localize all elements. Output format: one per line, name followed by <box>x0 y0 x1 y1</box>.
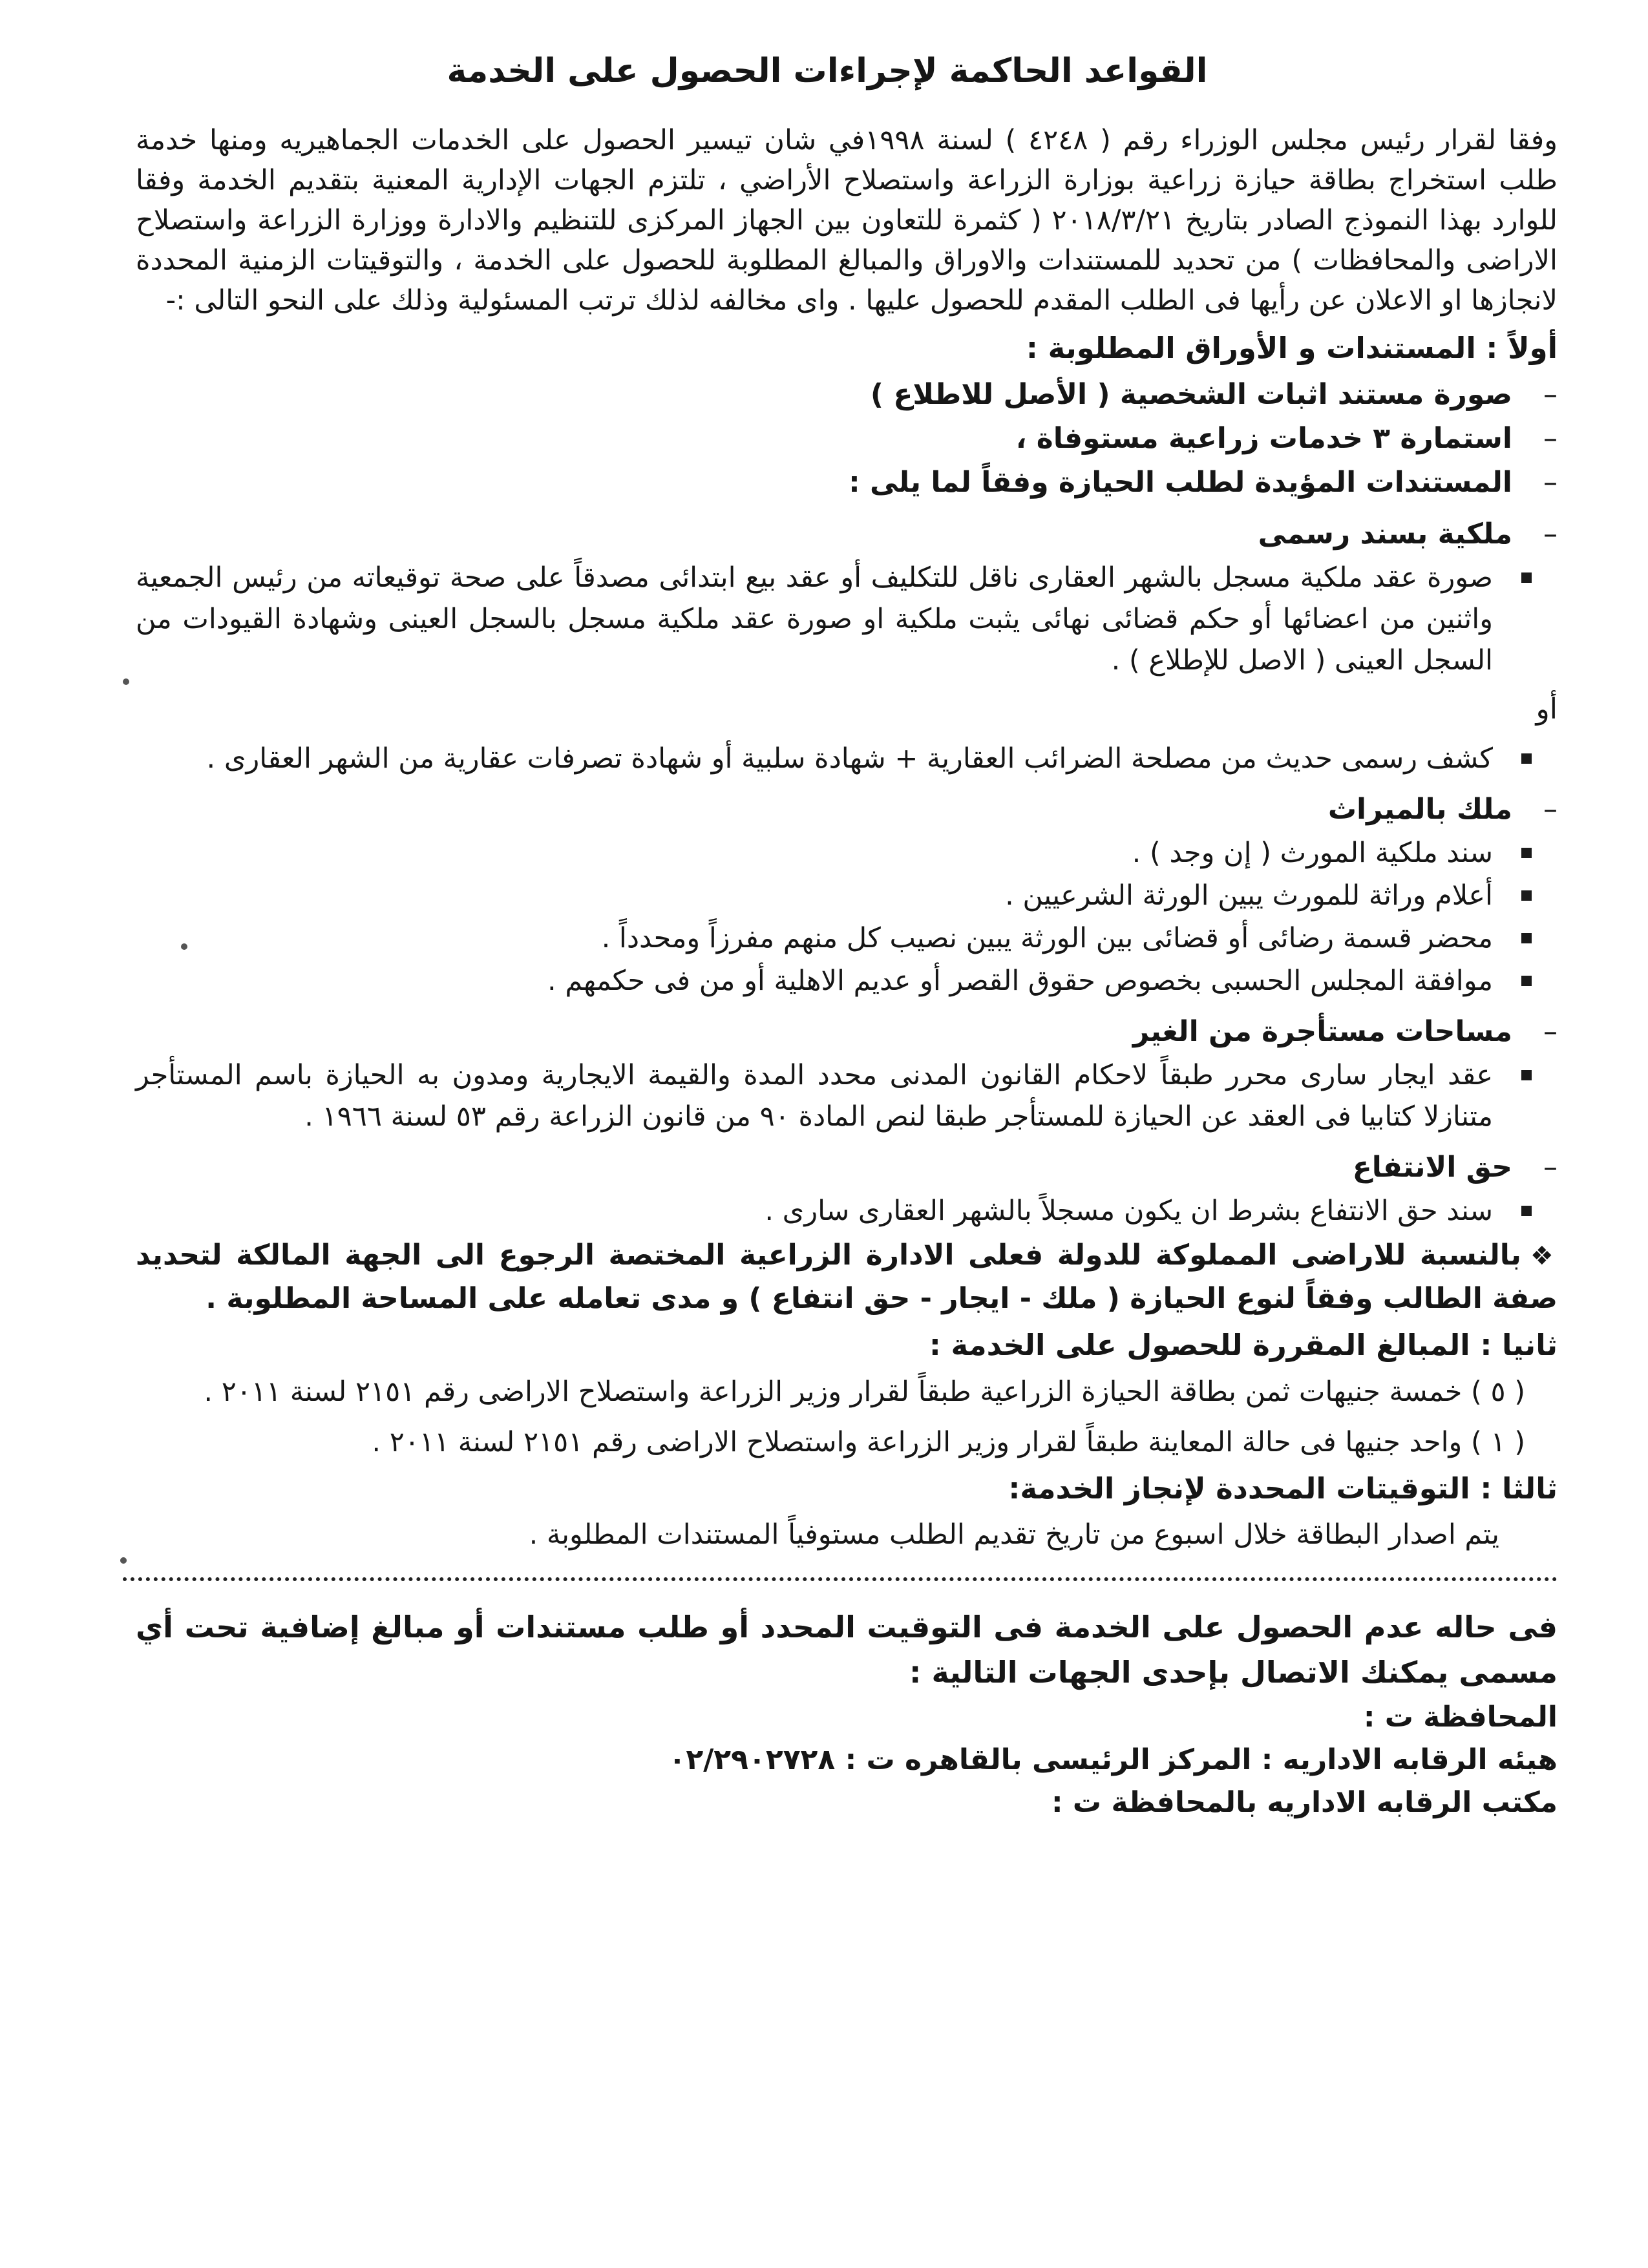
dash-marker: – <box>1543 422 1558 455</box>
square-bullet-icon <box>1521 1206 1532 1216</box>
lease-heading: – مساحات مستأجرة من الغير <box>136 1011 1558 1053</box>
dash-marker: – <box>1543 378 1558 411</box>
intro-paragraph: وفقا لقرار رئيس مجلس الوزراء رقم ( ٤٢٤٨ ) لسنة ١٩٩٨في شان تيسير الحصول على الخدمات الجماهيريه ومنها خدمة طلب استخراج بطاقة حيازة زراعية بوزارة الزراعة واستصلاح الأراضي ، تلتزم الجهات الإدارية المعنية بتقديم الخدمة وفقا للوارد بهذا النموذج الصادر بتاريخ ٢٠١٨/٣/٢١ ( كثمرة للتعاون بين الجهاز المركزى للتنظيم والادارة ووزارة الزراعة واستصلاح الاراضى والمحافظات ) من تحديد للمستندات والاوراق والمبالغ المطلوبة للحصول على الخدمة ، والتوقيتات الزمنية المحددة لانجازها او الاعلان عن رأيها فى الطلب المقدم للحصول عليها . واى مخالفه لذلك ترتب المسئولية وذلك على النحو التالى :- <box>136 124 1558 317</box>
required-doc-line: – صورة مستند اثبات الشخصية ( الأصل للاطلاع ) <box>136 373 1558 416</box>
square-bullet-icon <box>1521 976 1532 986</box>
acc-office-contact: مكتب الرقابه الاداريه بالمحافظة ت : <box>1051 1786 1558 1819</box>
square-bullet-icon <box>1521 890 1532 901</box>
timing-text: يتم اصدار البطاقة خلال اسبوع من تاريخ تقديم الطلب مستوفياً المستندات المطلوبة . <box>529 1518 1499 1551</box>
section-documents-heading: أولاً : المستندات و الأوراق المطلوبة : <box>1026 331 1558 365</box>
required-doc-line: – استمارة ٣ خدمات زراعية مستوفاة ، <box>136 417 1558 460</box>
diamond-star-icon: ❖ <box>1530 1241 1558 1271</box>
fee-inspection-line: ( ١ ) واحد جنيها فى حالة المعاينة طبقاً لقرار وزير الزراعة واستصلاح الاراضى رقم ٢١٥١ لسنة ٢٠١١ . <box>372 1426 1525 1458</box>
governorate-contact: المحافظة ت : <box>1363 1701 1558 1734</box>
document-title: القواعد الحاكمة لإجراءات الحصول على الخدمة <box>447 52 1208 90</box>
or-separator: أو <box>1536 693 1558 726</box>
section-fees-heading: ثانيا : المبالغ المقررة للحصول على الخدمة : <box>929 1328 1558 1362</box>
scan-noise <box>181 943 187 950</box>
section-timing-heading: ثالثا : التوقيتات المحددة لإنجاز الخدمة: <box>1008 1471 1558 1506</box>
inheritance-bullet: أعلام وراثة للمورث يبين الورثة الشرعيين . <box>136 875 1558 916</box>
square-bullet-icon <box>1521 753 1532 764</box>
state-land-note: ❖بالنسبة للاراضى المملوكة للدولة فعلى الادارة الزراعية المختصة الرجوع الى الجهة المالكة لتحديد صفة الطالب وفقاً لنوع الحيازة ( ملك - ايجار - حق انتفاع ) و مدى تعامله على المساحة المطلوبة . <box>136 1239 1558 1315</box>
dotted-divider <box>123 1577 1558 1581</box>
cadastral-bullet: كشف رسمى حديث من مصلحة الضرائب العقارية + شهادة سلبية أو شهادة تصرفات عقارية من الشهر العقارى . <box>136 738 1558 779</box>
ownership-bullet: صورة عقد ملكية مسجل بالشهر العقارى ناقل للتكليف أو عقد بيع ابتدائى مصدقاً على صحة توقيعاته من رئيس الجمعية واثنين من اعضائها أو حكم قضائى نهائى يثبت ملكية او صورة عقد ملكية مسجل بالسجل العينى وشهادة القيودات من السجل العينى ( الاصل للإطلاع ) . <box>136 557 1558 681</box>
usufruct-bullet: سند حق الانتفاع بشرط ان يكون مسجلاً بالشهر العقارى سارى . <box>136 1190 1558 1232</box>
required-doc-line: – المستندات المؤيدة لطلب الحيازة وفقاً لما يلى : <box>136 461 1558 504</box>
scan-noise <box>120 1557 127 1564</box>
square-bullet-icon <box>1521 848 1532 858</box>
dash-marker: – <box>1543 1015 1558 1048</box>
inheritance-bullet: موافقة المجلس الحسبى بخصوص حقوق القصر أو عديم الاهلية أو من فى حكمهم . <box>136 960 1558 1002</box>
lease-bullet: عقد ايجار سارى محرر طبقاً لاحكام القانون المدنى محدد المدة والقيمة الايجارية ومدون به الحيازة باسم المستأجر متنازلا كتابيا فى العقد عن الحيازة للمستأجر طبقا لنص المادة ٩٠ من قانون الزراعة رقم ٥٣ لسنة ١٩٦٦ . <box>136 1055 1558 1137</box>
ownership-heading: – ملكية بسند رسمى <box>136 513 1558 556</box>
dash-marker: – <box>1543 518 1558 551</box>
dash-marker: – <box>1543 1151 1558 1184</box>
scan-noise <box>123 678 129 685</box>
usufruct-heading: – حق الانتفاع <box>136 1146 1558 1189</box>
inheritance-heading: – ملك بالميراث <box>136 788 1558 831</box>
square-bullet-icon <box>1521 572 1532 583</box>
square-bullet-icon <box>1521 933 1532 943</box>
complaint-paragraph: فى حاله عدم الحصول على الخدمة فى التوقيت المحدد أو طلب مستندات أو مبالغ إضافية تحت أي مسمى يمكنك الاتصال بإحدى الجهات التالية : <box>136 1610 1558 1690</box>
dash-marker: – <box>1543 466 1558 499</box>
inheritance-bullet: سند ملكية المورث ( إن وجد ) . <box>136 832 1558 874</box>
dash-marker: – <box>1543 793 1558 826</box>
square-bullet-icon <box>1521 1070 1532 1080</box>
fee-card-line: ( ٥ ) خمسة جنيهات ثمن بطاقة الحيازة الزراعية طبقاً لقرار وزير الزراعة واستصلاح الاراضى رقم ٢١٥١ لسنة ٢٠١١ . <box>204 1376 1525 1408</box>
acc-hq-contact: هيئه الرقابه الاداريه : المركز الرئيسى بالقاهره ت : ٠٢/٢٩٠٢٧٢٨ <box>668 1743 1558 1776</box>
inheritance-bullet: محضر قسمة رضائى أو قضائى بين الورثة يبين نصيب كل منهم مفرزاً ومحدداً . <box>136 918 1558 959</box>
